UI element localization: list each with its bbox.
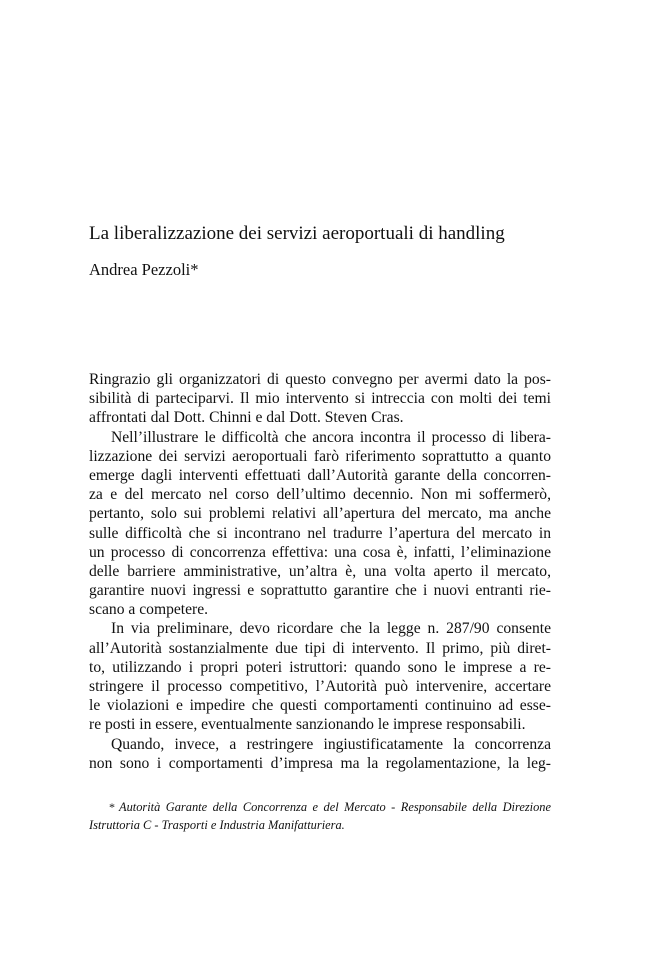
text-line: le violazioni e impedire che questi comportamenti continuino ad esse- bbox=[89, 697, 551, 715]
text-line: sulle difficoltà che si incontrano nel tradurre l’apertura del mercato in bbox=[89, 524, 551, 542]
text-line: lizzazione dei servizi aeroportuali farò riferimento soprattutto a quanto bbox=[89, 447, 551, 465]
text-line: stringere il processo competitivo, l’Autorità può intervenire, accertare bbox=[89, 678, 551, 695]
text-line: Ringrazio gli organizzatori di questo convegno per avermi dato la pos- bbox=[89, 371, 551, 388]
text-line: Quando, invece, a restringere ingiustificatamente la concorrenza bbox=[111, 735, 551, 753]
text-line: za e del mercato nel corso dell’ultimo decennio. Non mi soffermerò, bbox=[89, 486, 551, 504]
footnote bbox=[89, 798, 551, 834]
footnote-line bbox=[89, 798, 551, 816]
footnote-line: Istruttoria C - Trasporti e Industria Manifatturiera. bbox=[89, 818, 345, 832]
text-line: re posti in essere, eventualmente sanzionando le imprese responsabili. bbox=[89, 716, 526, 734]
paragraph bbox=[89, 735, 551, 773]
text-line: un processo di concorrenza effettiva: una cosa è, infatti, l’eliminazione bbox=[89, 543, 551, 561]
text-line: In via preliminare, devo ricordare che la legge n. 287/90 consente bbox=[111, 620, 551, 638]
author-name: Andrea Pezzoli* bbox=[89, 260, 199, 279]
article-title: La liberalizzazione dei servizi aeroportuali di handling bbox=[89, 223, 505, 244]
paragraph bbox=[89, 619, 551, 734]
footnote-marker: * bbox=[109, 800, 115, 814]
text-line: non sono i comportamenti d’impresa ma la regolamentazione, la leg- bbox=[89, 754, 551, 772]
text-line: emerge dagli interventi effettuati dall’Autorità garante della concorren- bbox=[89, 466, 551, 484]
text-line: pertanto, solo sui problemi relativi all’apertura del mercato, ma anche bbox=[89, 505, 551, 523]
text-line: delle barriere amministrative, un’altra è, una volta aperto il mercato, bbox=[89, 562, 551, 580]
article-body bbox=[89, 370, 551, 773]
text-line: affrontati dal Dott. Chinni e dal Dott. Steven Cras. bbox=[89, 409, 404, 427]
footnote-text: Autorità Garante della Concorrenza e del Mercato - Responsabile della Direzione bbox=[119, 800, 551, 814]
text-line: scano a competere. bbox=[89, 601, 209, 619]
text-line: to, utilizzando i propri poteri istruttori: quando sono le imprese a re- bbox=[89, 658, 551, 676]
text-line: garantire nuovi ingressi e soprattutto garantire che i nuovi entranti rie- bbox=[89, 582, 551, 600]
text-line: sibilità di parteciparvi. Il mio intervento si intreccia con molti dei temi bbox=[89, 390, 551, 408]
paragraph bbox=[89, 428, 551, 620]
text-line: all’Autorità sostanzialmente due tipi di intervento. Il primo, più diret- bbox=[89, 639, 551, 657]
text-line: Nell’illustrare le difficoltà che ancora incontra il processo di libera- bbox=[111, 428, 551, 446]
paragraph bbox=[89, 370, 551, 428]
